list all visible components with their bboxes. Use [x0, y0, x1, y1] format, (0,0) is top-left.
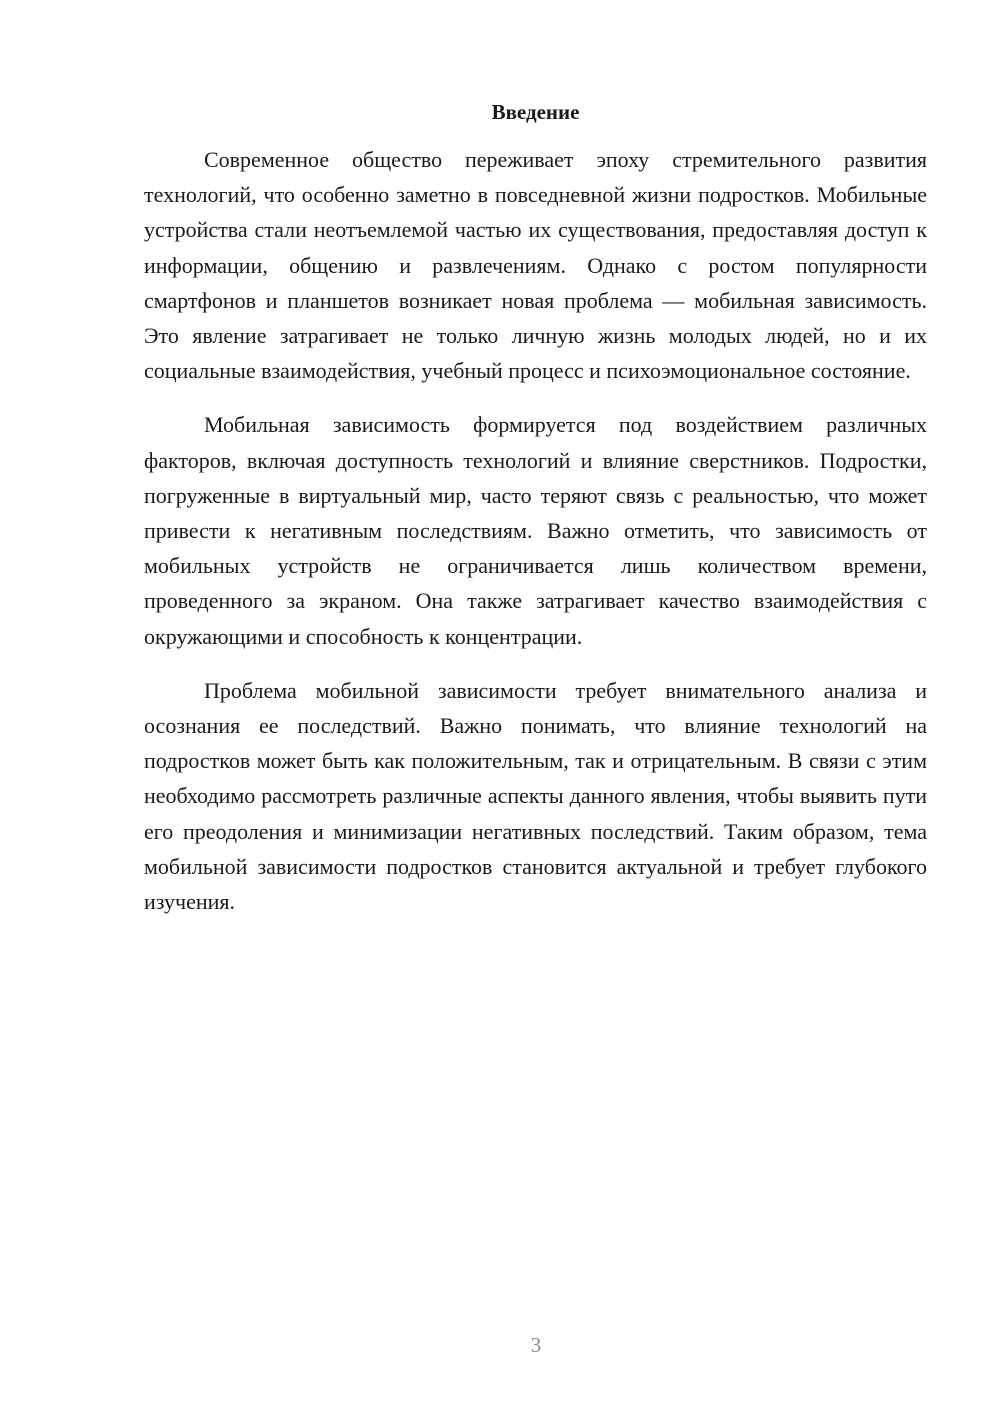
body-text [144, 142, 927, 938]
paragraph-2: Мобильная зависимость формируется под воздействием различных факторов, включая доступность технологий и влияние сверстников. Подростки, погруженные в виртуальный мир, часто теряют связь с реальностью, что может привести к негативным последствиям. Важно отметить, что зависимость от мобильных устройств не ограничивается лишь количеством времени, проведенного за экраном. Она также затрагивает качество взаимодействия с окружающими и способность к концентрации. [144, 412, 927, 649]
paragraph-3: Проблема мобильной зависимости требует внимательного анализа и осознания ее последствий. Важно понимать, что влияние технологий на подростков может быть как положительным, так и отрицательным. В связи с этим необходимо рассмотреть различные аспекты данного явления, чтобы выявить пути его преодоления и минимизации негативных последствий. Таким образом, тема мобильной зависимости подростков становится актуальной и требует глубокого изучения. [144, 677, 927, 915]
page-number: 3 [530, 1333, 542, 1357]
paragraph-1: Современное общество переживает эпоху стремительного развития технологий, что особенно заметно в повседневной жизни подростков. Мобильные устройства стали неотъемлемой частью их существования, предоставляя доступ к информации, общению и развлечениям. Однако с ростом популярности смартфонов и планшетов возникает новая проблема — мобильная зависимость. Это явление затрагивает не только личную жизнь молодых людей, но и их социальные взаимодействия, учебный процесс и психоэмоциональное состояние. [144, 147, 927, 384]
section-heading: Введение [491, 100, 580, 124]
